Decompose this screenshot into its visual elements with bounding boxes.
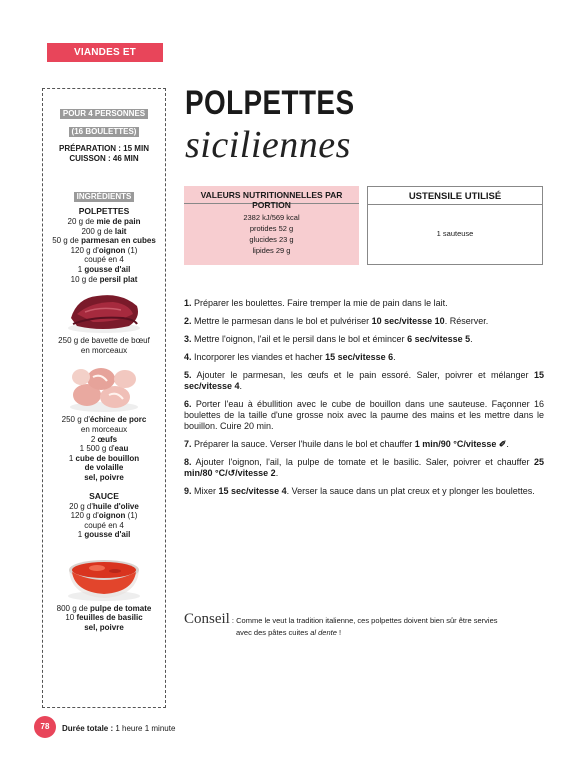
utensil-box [367, 186, 543, 265]
recipe-step: 8. Ajouter l'oignon, l'ail, la pulpe de tomate et le basilic. Saler, poivrer et chauffer 25 min/80 °C/↺/vitesse 2. [184, 457, 544, 478]
cook-time: CUISSON : 46 MIN [69, 154, 139, 163]
recipe-title: POLPETTES [185, 84, 355, 122]
tomato-ingredient-list [43, 604, 165, 633]
nutrition-values [184, 204, 359, 256]
ingredient-line: coupé en 4 [84, 255, 124, 265]
total-duration: Durée totale : 1 heure 1 minute [62, 724, 176, 733]
ingredient-line: 800 g de pulpe de tomate [56, 603, 152, 613]
portions-pill-2: (16 BOULETTES) [69, 127, 140, 137]
ingredient-line: de volaille [84, 463, 124, 473]
category-tab: VIANDES ET VOLAILLES [47, 43, 163, 62]
tomato-pulp-photo [61, 546, 147, 604]
ingredient-line: 2 œufs [90, 434, 118, 444]
nutrition-box [184, 186, 359, 265]
ingredient-line: 1 gousse d'ail [77, 264, 131, 274]
portions-pill-1: POUR 4 PERSONNES [60, 109, 148, 119]
ingredient-line: 20 g de mie de pain [67, 217, 141, 226]
ingredient-line: 250 g d'échine de porc [61, 415, 147, 425]
pork-photo [63, 359, 145, 415]
recipe-step: 1. Préparer les boulettes. Faire tremper la mie de pain dans le lait. [184, 298, 448, 308]
ingredient-line: 10 feuilles de basilic [65, 613, 143, 623]
utensil-header: USTENSILE UTILISÉ [368, 187, 542, 205]
ingredients-sidebar [42, 88, 166, 708]
ingredient-line: sel, poivre [84, 623, 124, 633]
ingredient-line: coupé en 4 [84, 520, 124, 530]
conseil-tip: Conseil : Comme le veut la tradition italienne, ces polpettes doivent bien sûr être servies avec des pâtes cuites al dente ! [184, 610, 544, 638]
nutrition-protein: protides 52 g [249, 224, 294, 233]
conseil-text-1: Comme le veut la tradition italienne, ces polpettes doivent bien sûr être servies [236, 616, 498, 625]
prep-time: PRÉPARATION : 15 MIN [59, 144, 149, 153]
beef-ingredient: 250 g de bavette de bœuf en morceaux [58, 336, 150, 355]
sauce-section-title: SAUCE [89, 490, 119, 501]
utensil-value: 1 sauteuse [436, 229, 474, 238]
ingredient-line: 1 gousse d'ail [77, 530, 131, 540]
ingredient-line: en morceaux [80, 424, 128, 434]
conseil-text-2: avec des pâtes cuites al dente ! [236, 628, 342, 637]
nutrition-carbs: glucides 23 g [249, 235, 294, 244]
recipe-subtitle: siciliennes [185, 124, 351, 166]
ingredient-line: 200 g de lait [81, 226, 127, 236]
recipe-step: 2. Mettre le parmesan dans le bol et pulvériser 10 sec/vitesse 10. Réserver. [184, 316, 489, 326]
recipe-step: 4. Incorporer les viandes et hacher 15 sec/vitesse 6. [184, 352, 396, 362]
sidebar-content [43, 89, 165, 633]
ingredient-line: 120 g d'oignon (1) [70, 245, 138, 255]
ingredient-line: 1 500 g d'eau [79, 444, 129, 454]
nutrition-fat: lipides 29 g [252, 246, 291, 255]
recipe-step: 3. Mettre l'oignon, l'ail et le persil dans le bol et émincer 6 sec/vitesse 5. [184, 334, 473, 344]
polpettes-ingredient-list [43, 217, 165, 284]
ingredients-pill: INGRÉDIENTS [74, 192, 135, 202]
conseil-label: Conseil [184, 611, 230, 627]
nutrition-energy: 2382 kJ/569 kcal [243, 213, 300, 222]
sauce-ingredient-list [43, 502, 165, 540]
polpettes-section-title: POLPETTES [78, 206, 130, 216]
ingredient-line: 50 g de parmesan en cubes [52, 236, 156, 246]
ingredient-line: sel, poivre [84, 472, 124, 482]
recipe-step: 6. Porter l'eau à ébullition avec le cube de bouillon dans une sauteuse. Façonner 16 boulettes de la taille d'une grosse noix avec la paume des mains et les mettre dans le bouillon. Cuire 20 min. [184, 399, 544, 431]
nutrition-header: VALEURS NUTRITIONNELLES PAR PORTION [184, 186, 359, 204]
recipe-steps [184, 298, 544, 504]
recipe-step: 5. Ajouter le parmesan, les œufs et le pain essoré. Saler, poivrer et mélanger 15 sec/vitesse 4. [184, 370, 544, 391]
recipe-step: 9. Mixer 15 sec/vitesse 4. Verser la sauce dans un plat creux et y plonger les boulettes. [184, 486, 535, 496]
ingredient-line: 20 g d'huile d'olive [69, 501, 139, 511]
ingredient-line: 10 g de persil plat [70, 274, 138, 284]
page-number: 78 [34, 716, 56, 738]
pork-ingredient-list [43, 415, 165, 482]
ingredient-line: 1 cube de bouillon [68, 453, 140, 463]
recipe-step: 7. Préparer la sauce. Verser l'huile dans le bol et chauffer 1 min/90 °C/vitesse ✐. [184, 439, 509, 449]
ingredient-line: 120 g d'oignon (1) [70, 511, 138, 521]
beef-photo [63, 284, 145, 336]
